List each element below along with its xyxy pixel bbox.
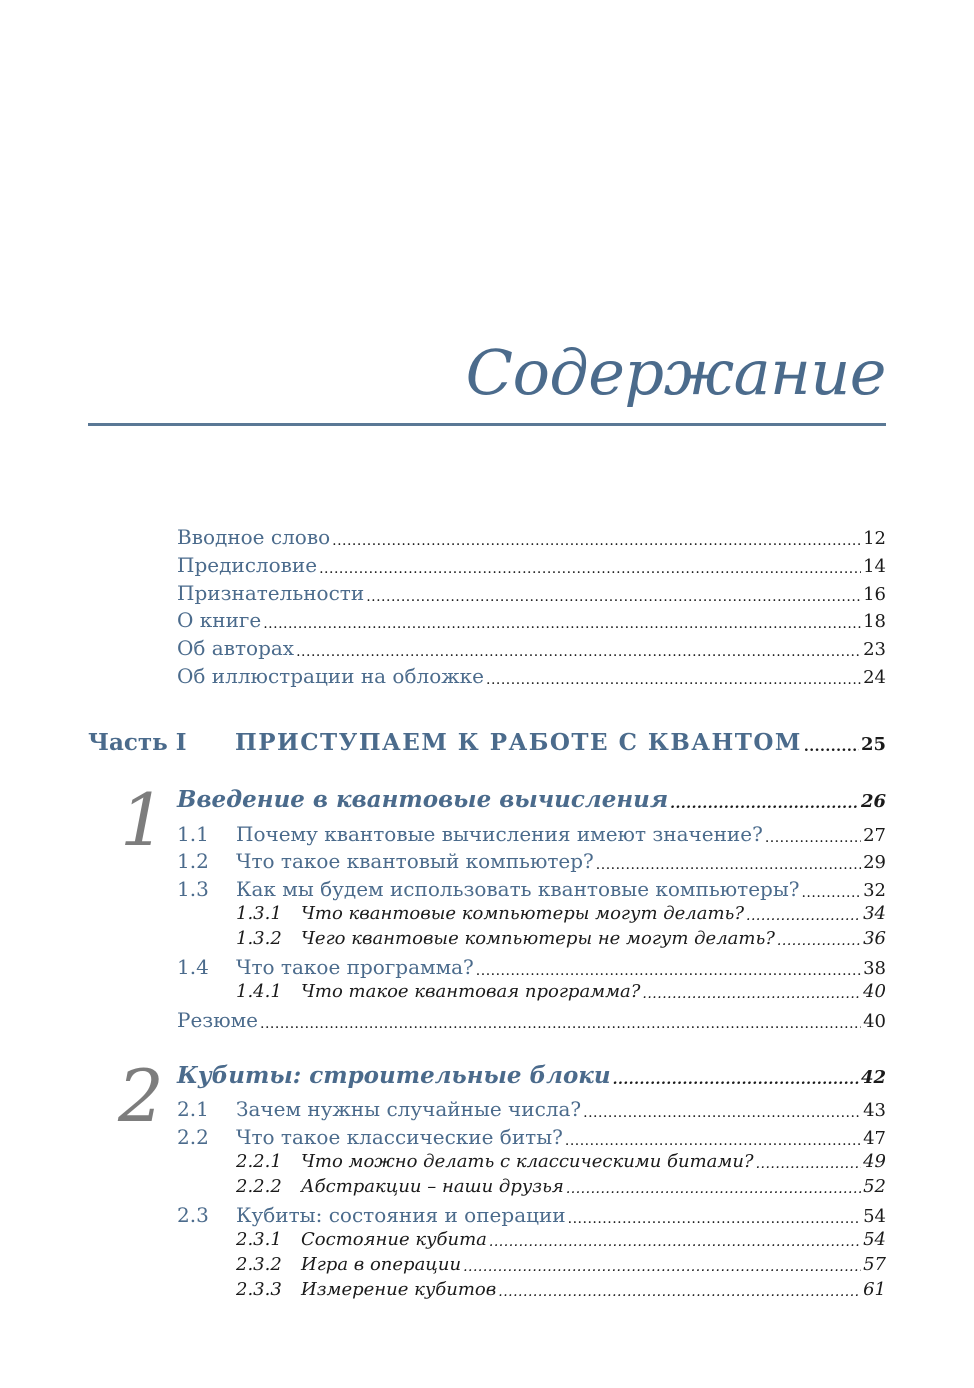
toc-entry-cover-illustration[interactable]	[177, 664, 886, 688]
leader-dots	[296, 637, 861, 659]
toc-page-number: 12	[863, 528, 886, 549]
leader-dots	[596, 850, 861, 872]
leader-dots	[613, 1063, 859, 1088]
toc-subsection-2-2-2[interactable]	[236, 1176, 886, 1197]
toc-page-number: 54	[863, 1206, 886, 1227]
toc-page-number: 40	[863, 981, 886, 1002]
section-number: 1.2	[177, 849, 209, 873]
toc-page-number: 18	[863, 611, 886, 632]
toc-page-number: 32	[863, 880, 886, 901]
section-number: 2.3	[177, 1203, 209, 1227]
summary-label: Резюме	[177, 1008, 259, 1032]
leader-dots	[583, 1098, 861, 1120]
section-title: Что такое классические биты?	[236, 1125, 563, 1149]
toc-entry-label: О книге	[177, 608, 262, 632]
toc-page-number: 34	[863, 903, 886, 924]
toc-page-number: 42	[860, 1067, 886, 1088]
toc-page-number: 61	[863, 1279, 886, 1300]
toc-page-number: 43	[863, 1100, 886, 1121]
section-title: Кубиты: состояния и операции	[236, 1203, 566, 1227]
toc-entry-label: Об иллюстрации на обложке	[177, 664, 484, 688]
subsection-title: Игра в операции	[301, 1254, 462, 1275]
leader-dots	[486, 665, 861, 687]
leader-dots	[332, 526, 861, 548]
toc-page-number: 26	[860, 791, 886, 812]
subsection-title: Что можно делать с классическими битами?	[301, 1151, 754, 1172]
toc-part-1[interactable]	[88, 729, 886, 756]
section-number: 1.4	[177, 955, 209, 979]
toc-section-2-2[interactable]	[177, 1125, 886, 1149]
toc-page-number: 40	[863, 1011, 886, 1032]
toc-entry-label: Предисловие	[177, 553, 318, 577]
toc-subsection-1-3-2[interactable]	[236, 928, 886, 949]
toc-page-number: 54	[863, 1229, 886, 1250]
toc-section-2-3[interactable]	[177, 1203, 886, 1227]
subsection-title: Что такое квантовая программа?	[301, 981, 641, 1002]
leader-dots	[777, 929, 861, 949]
leader-dots	[260, 1009, 861, 1031]
toc-page-number: 52	[863, 1176, 886, 1197]
leader-dots	[765, 823, 861, 845]
leader-dots	[498, 1280, 861, 1300]
toc-subsection-1-4-1[interactable]	[236, 981, 886, 1002]
leader-dots	[489, 1230, 861, 1250]
part-title: ПРИСТУПАЕМ К РАБОТЕ С КВАНТОМ	[235, 729, 802, 756]
toc-subsection-2-3-2[interactable]	[236, 1254, 886, 1275]
toc-page-number: 14	[863, 556, 886, 577]
toc-page-number: 36	[863, 928, 886, 949]
title-rule	[88, 423, 886, 426]
section-number: 1.1	[177, 822, 209, 846]
section-title: Что такое программа?	[236, 955, 474, 979]
toc-page-number: 25	[860, 734, 886, 755]
toc-section-2-1[interactable]	[177, 1097, 886, 1121]
leader-dots	[801, 878, 861, 900]
chapter-number: 2	[118, 1054, 164, 1138]
toc-entry-preface[interactable]	[177, 553, 886, 577]
chapter-title: Кубиты: строительные блоки	[177, 1062, 611, 1089]
leader-dots	[568, 1204, 861, 1226]
subsection-number: 1.4.1	[236, 981, 282, 1002]
section-title: Почему квантовые вычисления имеют значение?	[236, 822, 763, 846]
toc-page-number: 47	[863, 1128, 886, 1149]
leader-dots	[263, 609, 861, 631]
leader-dots	[366, 582, 861, 604]
leader-dots	[319, 554, 861, 576]
section-title: Что такое квантовый компьютер?	[236, 849, 594, 873]
leader-dots	[476, 956, 861, 978]
section-title: Зачем нужны случайные числа?	[236, 1097, 582, 1121]
chapter-title: Введение в квантовые вычисления	[177, 786, 669, 813]
toc-section-1-3[interactable]	[177, 877, 886, 901]
leader-dots	[566, 1177, 861, 1197]
subsection-title: Измерение кубитов	[301, 1279, 497, 1300]
toc-entry-about-book[interactable]	[177, 608, 886, 632]
toc-summary-1[interactable]	[177, 1008, 886, 1032]
toc-subsection-2-3-3[interactable]	[236, 1279, 886, 1300]
toc-entry-foreword[interactable]	[177, 525, 886, 549]
subsection-number: 2.2.1	[236, 1151, 282, 1172]
page-title: Содержание	[465, 336, 886, 409]
leader-dots	[670, 787, 859, 812]
toc-entry-label: Об авторах	[177, 636, 295, 660]
toc-page-number: 27	[863, 825, 886, 846]
toc-entry-acknowledgements[interactable]	[177, 581, 886, 605]
section-number: 2.2	[177, 1125, 209, 1149]
toc-page-number: 29	[863, 852, 886, 873]
toc-subsection-2-3-1[interactable]	[236, 1229, 886, 1250]
toc-entry-about-authors[interactable]	[177, 636, 886, 660]
toc-entry-label: Признательности	[177, 581, 365, 605]
toc-page-number: 16	[863, 584, 886, 605]
toc-page-number: 49	[863, 1151, 886, 1172]
toc-page-number: 23	[863, 639, 886, 660]
leader-dots	[746, 904, 861, 924]
toc-section-1-2[interactable]	[177, 849, 886, 873]
toc-section-1-1[interactable]	[177, 822, 886, 846]
subsection-title: Чего квантовые компьютеры не могут делать?	[301, 928, 775, 949]
section-title: Как мы будем использовать квантовые компьютеры?	[236, 877, 800, 901]
subsection-number: 1.3.1	[236, 903, 282, 924]
leader-dots	[463, 1255, 861, 1275]
toc-entry-label: Вводное слово	[177, 525, 331, 549]
chapter-number: 1	[120, 778, 166, 862]
toc-page-number: 38	[863, 958, 886, 979]
leader-dots	[565, 1126, 861, 1148]
toc-chapter-2[interactable]	[177, 1062, 886, 1089]
part-number: Часть I	[88, 729, 187, 756]
toc-section-1-4[interactable]	[177, 955, 886, 979]
toc-subsection-1-3-1[interactable]	[236, 903, 886, 924]
section-number: 2.1	[177, 1097, 209, 1121]
section-number: 1.3	[177, 877, 209, 901]
subsection-number: 2.3.1	[236, 1229, 282, 1250]
leader-dots	[804, 730, 859, 755]
leader-dots	[642, 982, 861, 1002]
toc-subsection-2-2-1[interactable]	[236, 1151, 886, 1172]
subsection-number: 1.3.2	[236, 928, 282, 949]
subsection-title: Состояние кубита	[301, 1229, 487, 1250]
subsection-title: Что квантовые компьютеры могут делать?	[301, 903, 745, 924]
toc-page-number: 57	[863, 1254, 886, 1275]
subsection-title: Абстракции – наши друзья	[301, 1176, 564, 1197]
toc-chapter-1[interactable]	[177, 786, 886, 813]
subsection-number: 2.2.2	[236, 1176, 282, 1197]
leader-dots	[756, 1152, 862, 1172]
toc-page-number: 24	[863, 667, 886, 688]
subsection-number: 2.3.3	[236, 1279, 282, 1300]
subsection-number: 2.3.2	[236, 1254, 282, 1275]
